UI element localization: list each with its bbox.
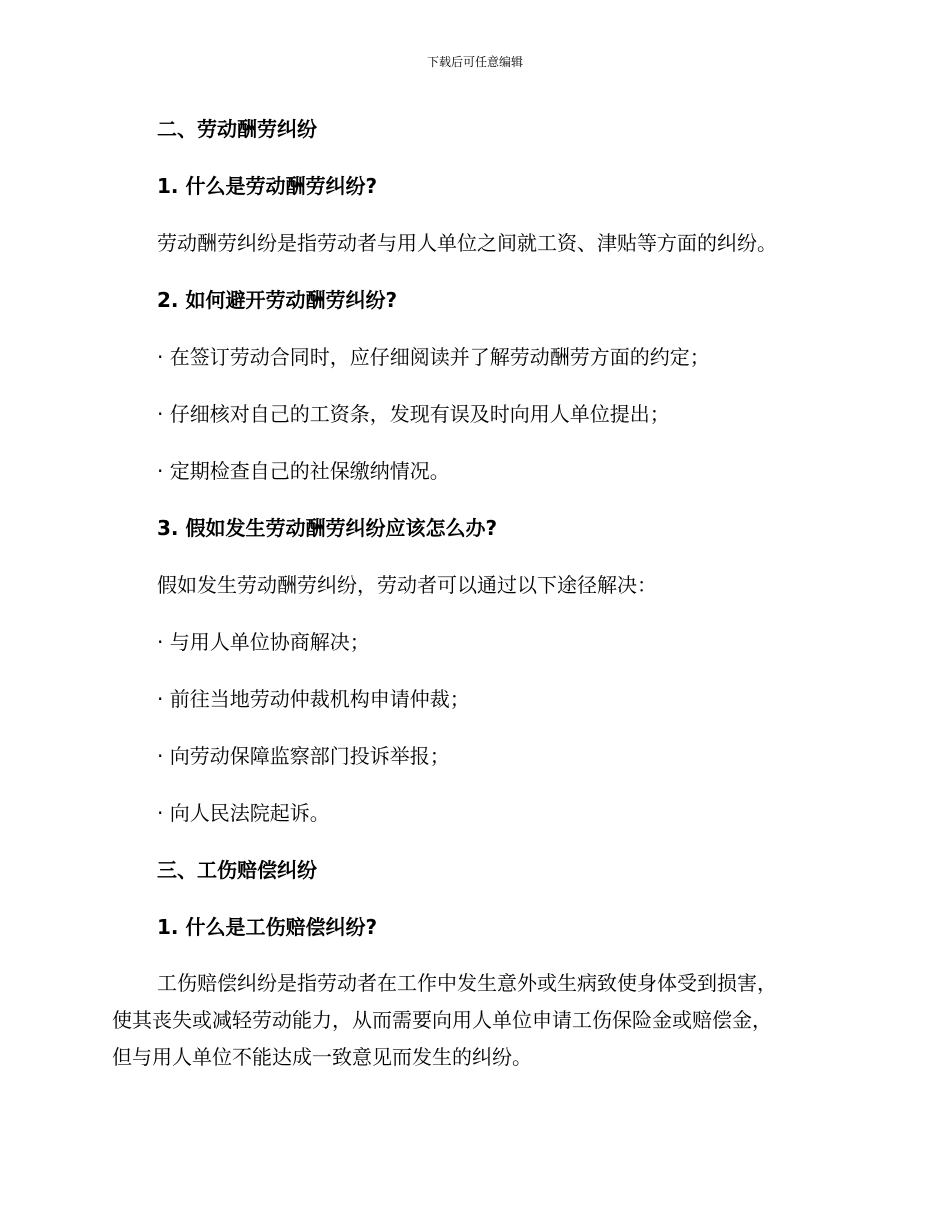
page-header: 下载后可任意编辑 [426,55,523,69]
bullet-item: · 向人民法院起诉。 [157,801,330,825]
bullet-item: · 在签订劳动合同时，应仔细阅读并了解劳动酬劳方面的约定； [157,345,710,369]
bullet-item: · 前往当地劳动仲裁机构申请仲裁； [157,687,470,711]
paragraph-line: 但与用人单位不能达成一致意见而发生的纠纷。 [112,1045,532,1069]
paragraph-line: 工伤赔偿纠纷是指劳动者在工作中发生意外或生病致使身体受到损害， [157,971,777,995]
bullet-item: · 向劳动保障监察部门投诉举报； [157,744,450,768]
paragraph-line: 使其丧失或减轻劳动能力，从而需要向用人单位申请工伤保险金或赔偿金， [112,1008,772,1032]
bullet-item: · 仔细核对自己的工资条，发现有误及时向用人单位提出； [157,402,670,426]
section-heading-injury-compensation: 三、工伤赔偿纠纷 [157,858,317,882]
question-heading-what-is-dispute: 1. 什么是劳动酬劳纠纷? [157,174,378,198]
section-heading-labor-remuneration: 二、劳动酬劳纠纷 [157,117,317,141]
definition-text: 劳动酬劳纠纷是指劳动者与用人单位之间就工资、津贴等方面的纠纷。 [157,231,777,255]
question-heading-what-is-injury-dispute: 1. 什么是工伤赔偿纠纷? [157,915,378,939]
bullet-item: · 定期检查自己的社保缴纳情况。 [157,459,450,483]
injury-definition-paragraph [112,965,832,1076]
solution-intro-text: 假如发生劳动酬劳纠纷，劳动者可以通过以下途径解决： [157,573,657,597]
question-heading-what-to-do: 3. 假如发生劳动酬劳纠纷应该怎么办? [157,516,498,540]
bullet-item: · 与用人单位协商解决； [157,630,370,654]
question-heading-how-to-avoid: 2. 如何避开劳动酬劳纠纷? [157,288,398,312]
document-content [0,110,950,1076]
